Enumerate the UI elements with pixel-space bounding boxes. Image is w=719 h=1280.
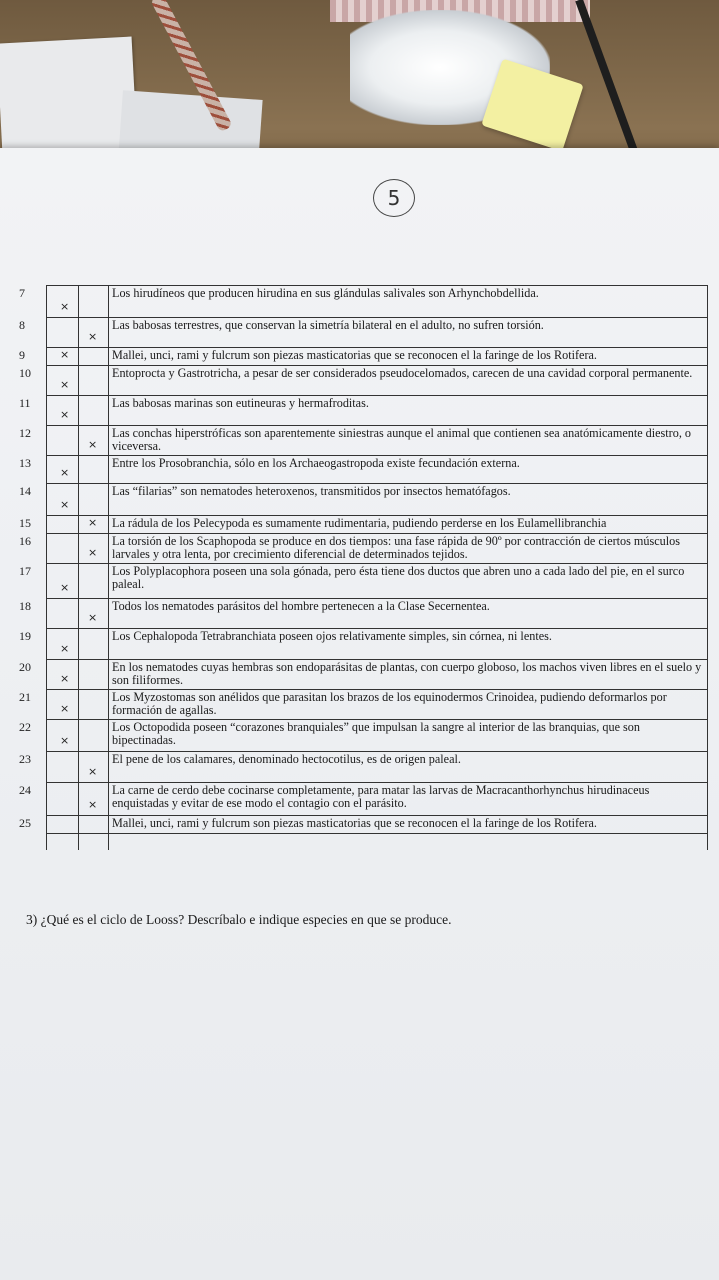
row-number: 10 [19, 366, 31, 380]
true-mark: × [60, 581, 70, 594]
statement-text: Los Myzostomas son anélidos que parasitan los brazos de los equinodermos Crinoidea, pudiendo deformarlos por formación de agallas. [112, 690, 667, 717]
true-mark: × [60, 498, 70, 511]
statement-text: Los hirudíneos que producen hirudina en sus glándulas salivales son Arhynchobdellida. [112, 286, 539, 300]
true-mark: × [60, 466, 70, 479]
true-mark: × [60, 672, 70, 685]
statement-text: La rádula de los Pelecypoda es sumamente rudimentaria, pudiendo perderse en los Eulamellibranchia [112, 516, 607, 530]
statement-text: Los Polyplacophora poseen una sola gónada, pero ésta tiene dos ductos que abren uno a cada lado del pie, en el surco paleal. [112, 564, 685, 591]
statement-text: Los Octopodida poseen “corazones branquiales” que impulsan la sangre al interior de las branquias, que son bipectinadas. [112, 720, 640, 747]
false-mark: × [88, 611, 98, 624]
table-row [19, 719, 708, 752]
table-row [19, 395, 708, 426]
table-row [19, 365, 708, 396]
statement-text: La carne de cerdo debe cocinarse completamente, para matar las larvas de Macracanthorhynchus hirudinaceus enquistadas y evitar de ese modo el contagio con el parásito. [112, 783, 650, 810]
row-number: 22 [19, 720, 31, 734]
true-mark: × [60, 702, 70, 715]
table-row [19, 317, 708, 348]
row-number: 24 [19, 783, 31, 797]
table-row [19, 782, 708, 816]
table-row [19, 425, 708, 456]
true-mark: × [60, 348, 70, 361]
false-mark: × [88, 438, 98, 451]
row-number: 23 [19, 752, 31, 766]
table-row [19, 628, 708, 660]
page-number: 5 [373, 179, 415, 217]
statement-text: Entoprocta y Gastrotricha, a pesar de ser considerados pseudocelomados, carecen de una cavidad corporal permanente. [112, 366, 693, 380]
statement-text: Mallei, unci, rami y fulcrum son piezas masticatorias que se reconocen el la faringe de los Rotifera. [112, 348, 597, 362]
true-false-table [19, 285, 708, 850]
statement-text: Las conchas hiperstróficas son aparentemente siniestras aunque el animal que contienen sea anatómicamente diestro, o viceversa. [112, 426, 692, 453]
false-mark: × [88, 798, 98, 811]
statement-text: Mallei, unci, rami y fulcrum son piezas masticatorias que se reconocen el la faringe de los Rotifera. [112, 816, 597, 830]
statement-text: Todos los nematodes parásitos del hombre pertenecen a la Clase Secernentea. [112, 599, 490, 613]
row-number: 20 [19, 660, 31, 674]
row-number: 16 [19, 534, 31, 548]
statement-text: Las babosas marinas son eutineuras y hermafroditas. [112, 396, 369, 410]
row-number: 12 [19, 426, 31, 440]
row-number: 13 [19, 456, 31, 470]
row-number: 18 [19, 599, 31, 613]
row-number: 19 [19, 629, 31, 643]
table-row [19, 815, 708, 834]
table-row [19, 659, 708, 690]
false-mark: × [88, 516, 98, 529]
table-row [19, 285, 708, 318]
statement-text: Las babosas terrestres, que conservan la simetría bilateral en el adulto, no sufren torsión. [112, 318, 544, 332]
row-number: 8 [19, 318, 25, 332]
row-number: 17 [19, 564, 31, 578]
false-mark: × [88, 546, 98, 559]
true-mark: × [60, 378, 70, 391]
true-mark: × [60, 300, 70, 313]
statement-text: Entre los Prosobranchia, sólo en los Archaeogastropoda existe fecundación externa. [112, 456, 520, 470]
row-number: 11 [19, 396, 31, 410]
table-row [19, 455, 708, 484]
table-row [19, 347, 708, 366]
statement-text: En los nematodes cuyas hembras son endoparásitas de plantas, con cuerpo globoso, los machos viven libres en el suelo y son filiformes. [112, 660, 702, 687]
row-number: 14 [19, 484, 31, 498]
statement-text: Los Cephalopoda Tetrabranchiata poseen ojos relativamente simples, sin córnea, ni lentes. [112, 629, 552, 643]
table-row [19, 483, 708, 516]
true-mark: × [60, 408, 70, 421]
row-number: 9 [19, 348, 25, 362]
table-row [19, 689, 708, 720]
table-row [19, 563, 708, 599]
true-mark: × [60, 734, 70, 747]
table-row [19, 751, 708, 783]
statement-text: La torsión de los Scaphopoda se produce en dos tiempos: una fase rápida de 90º por contracción de ciertos músculos larvales y otra lenta, por crecimiento diferencial de determinados tejidos. [112, 534, 680, 561]
row-number: 15 [19, 516, 31, 530]
row-number: 25 [19, 816, 31, 830]
table-row [19, 533, 708, 564]
false-mark: × [88, 330, 98, 343]
false-mark: × [88, 765, 98, 778]
row-number: 21 [19, 690, 31, 704]
row-number: 7 [19, 286, 25, 300]
statement-text: Las “filarias” son nematodes heteroxenos, transmitidos por insectos hematófagos. [112, 484, 511, 498]
table-row [19, 515, 708, 534]
table-row [19, 598, 708, 629]
question-3: 3) ¿Qué es el ciclo de Looss? Descríbalo e indique especies en que se produce. [26, 912, 452, 927]
statement-text: El pene de los calamares, denominado hectocotilus, es de origen paleal. [112, 752, 461, 766]
true-mark: × [60, 642, 70, 655]
